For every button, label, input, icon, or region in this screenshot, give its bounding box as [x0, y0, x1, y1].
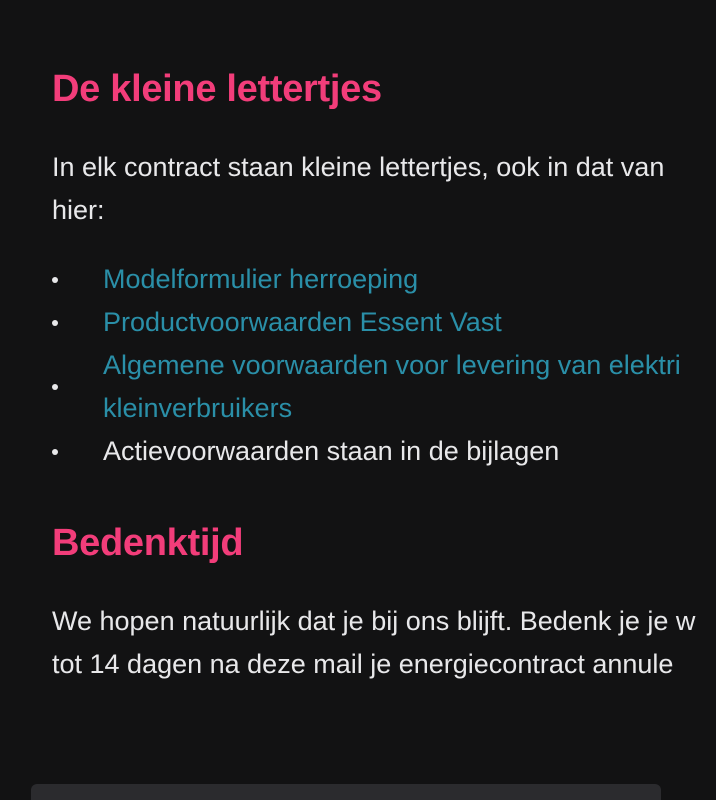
- bedenktijd-line-1: We hopen natuurlijk dat je bij ons blijft. Bedenk je je w: [52, 606, 696, 636]
- section-heading-kleine-lettertjes: De kleine lettertjes: [52, 68, 382, 110]
- link-algemene-voorwaarden[interactable]: [103, 350, 681, 423]
- actievoorwaarden-text: Actievoorwaarden staan in de bijlagen: [103, 436, 560, 466]
- bullet-icon: [52, 277, 58, 283]
- intro-paragraph: [52, 146, 664, 232]
- list-item: [52, 344, 681, 430]
- list-item: [52, 258, 681, 301]
- documents-list: [52, 258, 681, 473]
- list-item: [52, 430, 681, 473]
- intro-line-2: hier:: [52, 195, 105, 225]
- bullet-icon: [52, 449, 58, 455]
- link-algemene-voorwaarden-line-2[interactable]: kleinverbruikers: [103, 393, 293, 423]
- link-algemene-voorwaarden-line-1[interactable]: Algemene voorwaarden voor levering van elektri: [103, 350, 681, 380]
- link-modelformulier-herroeping[interactable]: Modelformulier herroeping: [103, 264, 419, 294]
- bedenktijd-line-2: tot 14 dagen na deze mail je energiecontract annule: [52, 649, 674, 679]
- section-heading-bedenktijd: Bedenktijd: [52, 522, 244, 564]
- bullet-icon: [52, 320, 58, 326]
- bottom-button-bar[interactable]: [31, 784, 661, 800]
- link-productvoorwaarden[interactable]: Productvoorwaarden Essent Vast: [103, 307, 502, 337]
- list-item: [52, 301, 681, 344]
- bullet-icon: [52, 384, 58, 390]
- intro-line-1: In elk contract staan kleine lettertjes, ook in dat van: [52, 152, 665, 182]
- bedenktijd-paragraph: [52, 600, 695, 686]
